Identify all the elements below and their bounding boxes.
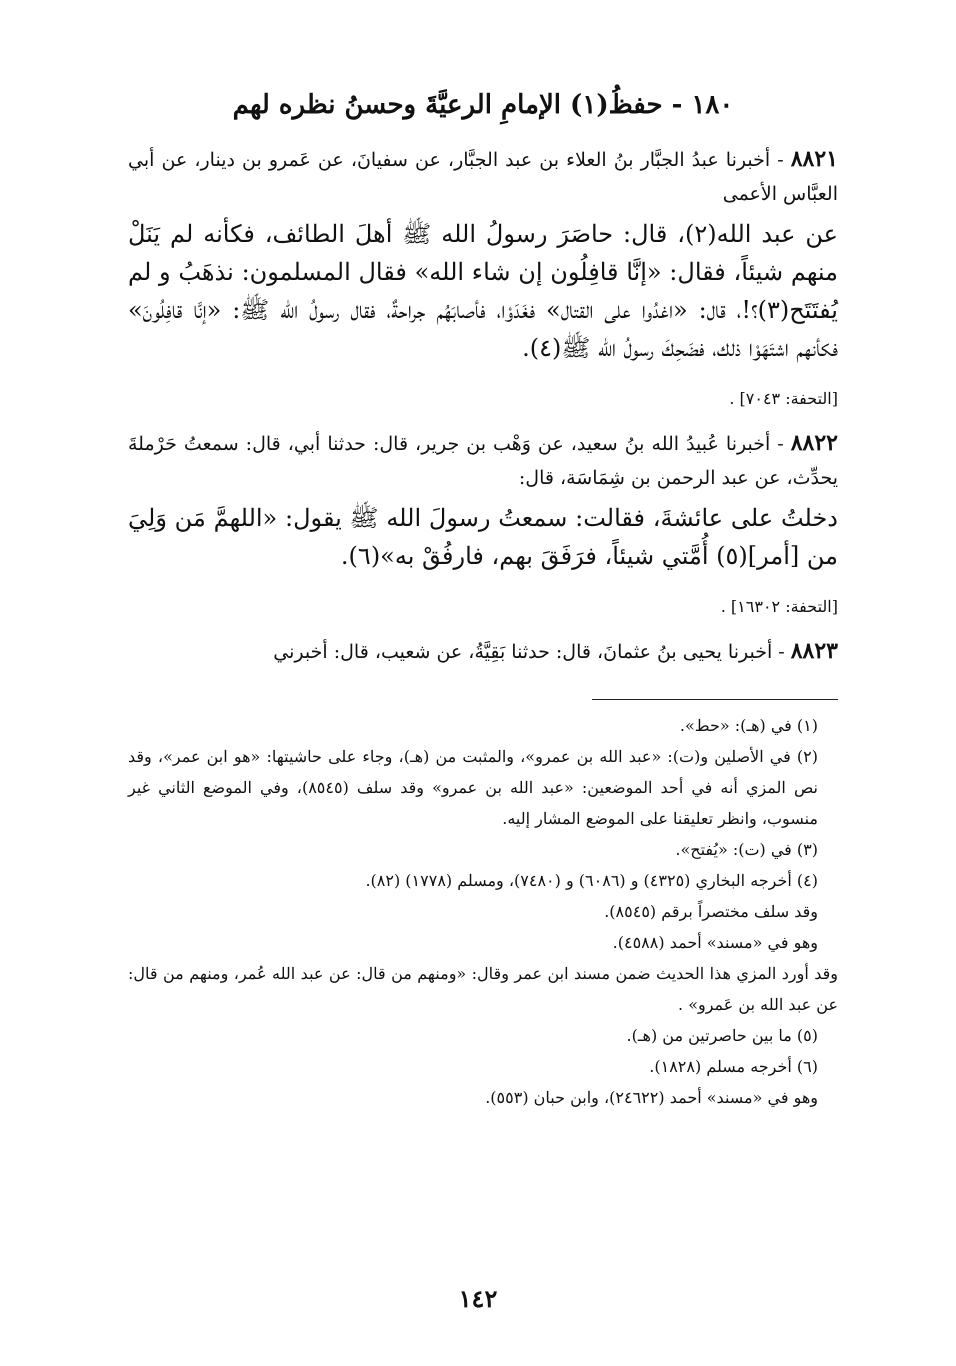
hadith-isnad — [128, 142, 838, 211]
isnad-text: - أخبرنا يحيى بنُ عثمانَ، قال: حدثنا بَقِيَّةُ، عن شعيب، قال: أخبرني — [273, 641, 785, 663]
hadith-matn: دخلتُ على عائشةَ، فقالت: سمعتُ رسولَ الله ﷺ يقول: «اللهمَّ مَن وَلِيَ من [أمر](٥) أُمَّتي شيئاً، فرَفَقَ بهم، فارفُقْ به»(٦). — [128, 504, 838, 570]
hadith-isnad — [128, 426, 838, 495]
footnote: (٦) أخرجه مسلم (١٨٢٨). — [649, 1057, 818, 1076]
hadith-8822 — [128, 426, 838, 616]
chapter-title: ١٨٠ - حفظُ(١) الإمامِ الرعيَّةَ وحسنُ نظره لهم — [232, 90, 734, 120]
footnote: (٥) ما بين حاصرتين من (هـ). — [626, 1026, 818, 1045]
page-body — [128, 80, 838, 1326]
hadith-isnad — [128, 634, 838, 669]
footnote: (٣) في (ت): «يُفتح». — [675, 840, 818, 859]
tuhfa-reference: [التحفة: ١٦٣٠٢] . — [720, 597, 838, 616]
hadith-number: ٨٨٢٢ — [790, 430, 838, 456]
footnote: وهو في «مسند» أحمد (٢٤٦٢٢)، وابن حبان (٥٥٣). — [485, 1088, 818, 1107]
hadith-matn: عن عبد الله(٢)، قال: حاصَرَ رسولُ الله ﷺ أهلَ الطائف، فكأنه لم يَنَلْ منهم شيئاً، فقال: «إنَّا قافِلُون إن شاء الله» فقال المسلمون: نذهَبُ و لم يُفتَتَح(٣)؟!، قال: «اغدُوا على القتال» فغَدَوْا، فأصابَهُم جراحةٌ، فقال رسولُ الله ﷺ: «إنَّا قافِلُونَ» فكأنهم اشتَهَوْا ذلك، فضَحِكَ رسولُ الله ﷺ(٤). — [128, 220, 838, 362]
footnote: (٤) أخرجه البخاري (٤٣٢٥) و (٦٠٨٦) و (٧٤٨٠)، ومسلم (١٧٧٨) (٨٢). — [365, 871, 818, 890]
footnotes — [128, 710, 838, 1113]
hadith-number: ٨٨٢٣ — [790, 638, 838, 664]
isnad-text: - أخبرنا عُبيدُ الله بنُ سعيد، عن وَهْب بن جرير، قال: حدثنا أبي، قال: سمعتُ حَرْملةَ يحدِّث، عن عبد الرحمن بن شِمَاسَة، قال: — [128, 433, 838, 489]
footnote-divider — [592, 699, 838, 700]
footnote: وقد سلف مختصراً برقم (٨٥٤٥). — [604, 902, 818, 921]
hadith-8821 — [128, 142, 838, 408]
isnad-text: - أخبرنا عبدُ الجبَّار بنُ العلاء بن عبد الجبَّار، عن سفيانَ، عن عَمرو بن دينار، عن أبي العبَّاس الأعمى — [128, 149, 838, 205]
footnote: وهو في «مسند» أحمد (٤٥٨٨). — [612, 933, 818, 952]
tuhfa-reference: [التحفة: ٧٠٤٣] . — [729, 389, 838, 408]
page-number: ١٤٢ — [458, 1284, 498, 1313]
footnote: (٢) في الأصلين و(ت): «عبد الله بن عمرو»، والمثبت من (هـ)، وجاء على حاشيتها: «هو ابن عمر»، وقد نص المزي أنه في أحد الموضعين: «عبد الله بن عمرو» وقد سلف (٨٥٤٥)، وفي الموضع الثاني غير منسوب، وانظر تعليقنا على الموضع المشار إليه. — [128, 747, 819, 828]
footnote: (١) في (هـ): «حط». — [679, 716, 818, 735]
footnote: وقد أورد المزي هذا الحديث ضمن مسند ابن عمر وقال: «ومنهم من قال: عن عبد الله عُمر، ومنهم من قال: عن عبد الله بن عَمرو» . — [128, 964, 839, 1014]
hadith-8823 — [128, 634, 838, 669]
hadith-number: ٨٨٢١ — [790, 146, 838, 172]
